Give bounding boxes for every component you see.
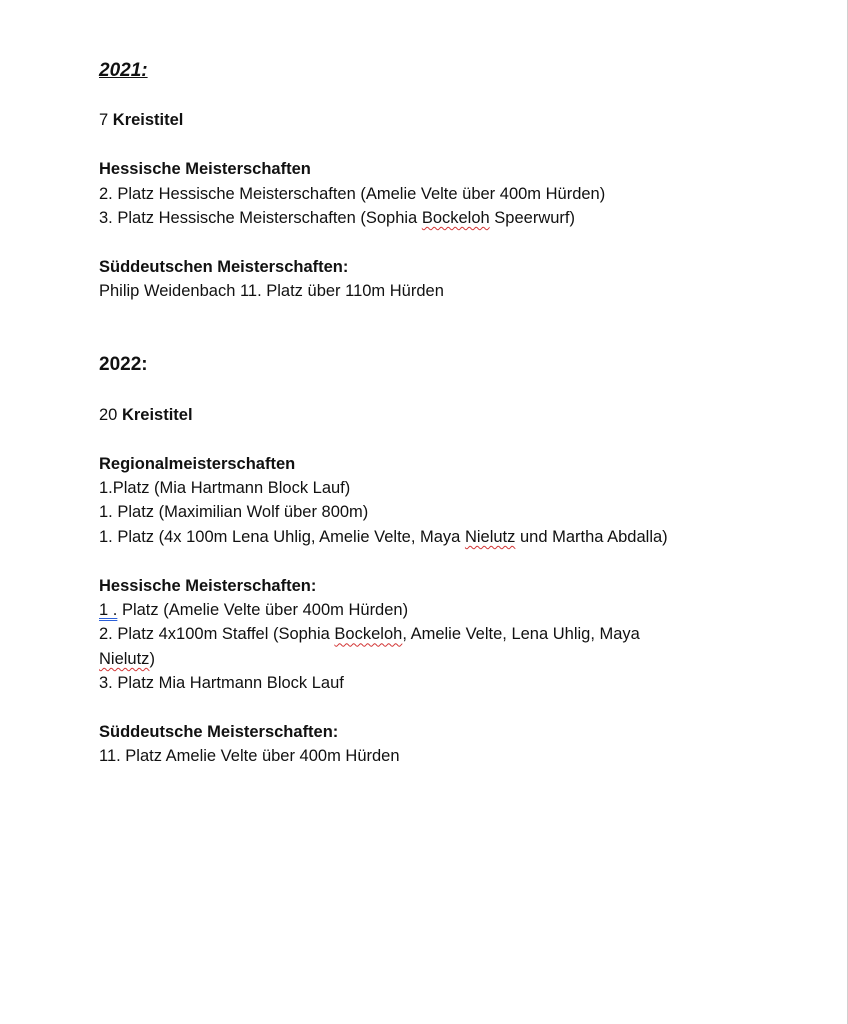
hessische-heading-2021: Hessische Meisterschaften	[99, 160, 311, 179]
regional-2022-item-1: 1.Platz (Mia Hartmann Block Lauf)	[99, 478, 351, 497]
kreistitel-2022	[99, 403, 759, 427]
kreistitel-count-2022: 20	[99, 405, 118, 424]
sueddeutsche-heading-2022: Süddeutsche Meisterschaften:	[99, 723, 339, 742]
spellcheck-word[interactable]: Bockeloh	[421, 209, 490, 227]
regional-2022-item-3-b: und Martha Abdalla)	[515, 527, 668, 546]
kreistitel-label-2021: Kreistitel	[112, 111, 184, 130]
hessische-heading-2022: Hessische Meisterschaften:	[99, 576, 317, 595]
heading-2022: 2022:	[99, 354, 148, 376]
hessische-2021-item-2-b: Speerwurf)	[489, 209, 575, 227]
hessische-2022-item-2-cont	[99, 647, 759, 671]
regional-2022-item-2: 1. Platz (Maximilian Wolf über 800m)	[99, 503, 369, 522]
hessische-2021-item-2-a: 3. Platz Hessische Meisterschaften (Sophia	[99, 209, 422, 227]
heading-2021: 2021:	[99, 60, 148, 81]
kreistitel-count-2021: 7	[99, 111, 109, 130]
sueddeutsche-2021-item-1: Philip Weidenbach 11. Platz über 110m Hürden	[99, 282, 444, 301]
kreistitel-2021	[99, 108, 759, 132]
hessische-2022-item-2	[99, 622, 759, 646]
hessische-2022-item-2-c: , Amelie Velte, Lena Uhlig, Maya	[402, 625, 640, 644]
spellcheck-word[interactable]: Nielutz	[464, 527, 516, 546]
kreistitel-label-2022: Kreistitel	[121, 405, 193, 424]
hessische-2021-item-1: 2. Platz Hessische Meisterschaften (Amelie Velte über 400m Hürden)	[99, 184, 606, 203]
spellcheck-word[interactable]: Nielutz	[99, 649, 150, 668]
hessische-2022-item-1-rest: Platz (Amelie Velte über 400m Hürden)	[117, 601, 409, 619]
hessische-2022-item-2-e: )	[149, 649, 155, 668]
regional-2022-item-3	[99, 525, 759, 549]
grammar-check-mark[interactable]: 1 .	[99, 601, 118, 619]
sueddeutsche-2022-item-1: 11. Platz Amelie Velte über 400m Hürden	[99, 747, 400, 766]
hessische-2021-item-2	[99, 206, 759, 230]
regional-heading-2022: Regionalmeisterschaften	[99, 454, 296, 473]
regional-2022-item-3-a: 1. Platz (4x 100m Lena Uhlig, Amelie Velte, Maya	[99, 527, 465, 546]
hessische-2022-item-1	[99, 598, 759, 622]
hessische-2022-item-3: 3. Platz Mia Hartmann Block Lauf	[99, 674, 344, 693]
spellcheck-word[interactable]: Bockeloh	[334, 625, 403, 644]
document-body[interactable]	[99, 58, 759, 769]
hessische-2022-item-2-a: 2. Platz 4x100m Staffel (Sophia	[99, 625, 335, 644]
sueddeutsche-heading-2021: Süddeutschen Meisterschaften:	[99, 257, 349, 276]
